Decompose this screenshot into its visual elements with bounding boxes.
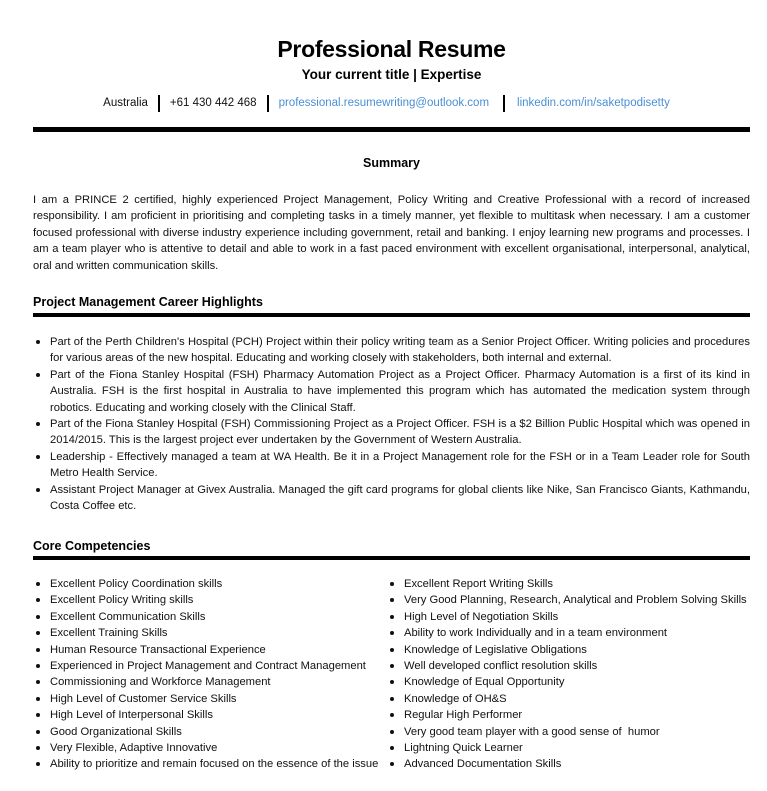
bullet-icon (390, 631, 394, 635)
bullet-icon (36, 598, 40, 602)
contact-bar (33, 94, 750, 112)
list-item (33, 674, 387, 690)
bullet-icon (36, 680, 40, 684)
competencies-divider (33, 556, 750, 560)
bullet-icon (390, 582, 394, 586)
competency-text: Very Flexible, Adaptive Innovative (50, 742, 218, 755)
competency-text: Knowledge of Legislative Obligations (404, 643, 587, 656)
competencies-right-column (387, 576, 750, 773)
competency-text: Regular High Performer (404, 709, 523, 722)
bullet-icon (36, 730, 40, 734)
bullet-icon (36, 697, 40, 701)
competency-text: Excellent Report Writing Skills (404, 578, 554, 590)
list-item (33, 625, 387, 641)
competency-text: Ability to prioritize and remain focused on the essence of the issue (50, 758, 379, 771)
list-item (33, 691, 387, 707)
bullet-icon (390, 746, 394, 750)
list-item (33, 416, 750, 449)
bullet-icon (36, 664, 40, 668)
list-item (387, 642, 750, 658)
bullet-icon (36, 582, 40, 586)
bullet-icon (36, 340, 40, 344)
list-item (387, 740, 750, 756)
bullet-icon (390, 730, 394, 734)
competencies-heading: Core Competencies (33, 539, 151, 553)
highlight-text: Part of the Fiona Stanley Hospital (FSH) Pharmacy Automation Project as a Project Officer. Pharmacy Automation is a first of its kind in Australia. FSH is the first hospital in Australia to have implemented this program which has automated the medication system through robotics. Educating and working closely with the Clinical Staff. (50, 368, 750, 414)
contact-email-link[interactable]: professional.resumewriting@outlook.com (278, 97, 490, 109)
competency-text: Human Resource Transactional Experience (50, 643, 266, 656)
bullet-icon (390, 680, 394, 684)
list-item (387, 592, 750, 608)
competency-text: Commissioning and Workforce Management (50, 676, 271, 689)
list-item (387, 756, 750, 772)
summary-heading: Summary (363, 156, 420, 170)
highlights-list (33, 334, 750, 514)
bullet-icon (36, 631, 40, 635)
competency-text: Knowledge of Equal Opportunity (404, 676, 565, 689)
competency-text: Lightning Quick Learner (404, 742, 523, 755)
competency-text: High Level of Customer Service Skills (50, 692, 237, 705)
list-item (33, 334, 750, 367)
summary-text: I am a PRINCE 2 certified, highly experienced Project Management, Policy Writing and Creative Professional with a record of increased responsibility. I am proficient in prioritising and completing tasks in a timely manner, yet flexible to multitask when necessary. I am a customer focused professional with diverse industry experience including government, retail and banking. I enjoy learning new programs and processes. I am a team player who is attentive to detail and able to work in a fast paced environment with excellent organisational, interpersonal, analytical, oral and written communication skills. (33, 194, 750, 272)
header-divider (33, 127, 750, 132)
bullet-icon (390, 615, 394, 619)
contact-linkedin-link[interactable]: linkedin.com/in/saketpodisetty (517, 97, 670, 109)
list-item (33, 367, 750, 416)
list-item (33, 482, 750, 515)
competency-text: Ability to work Individually and in a team environment (404, 627, 668, 640)
list-item (33, 724, 387, 740)
list-item (33, 707, 387, 723)
competencies-grid (33, 576, 750, 773)
bullet-icon (36, 422, 40, 426)
competency-text: Excellent Training Skills (50, 627, 168, 640)
list-item (387, 724, 750, 740)
highlight-text: Part of the Fiona Stanley Hospital (FSH) Commissioning Project as a Project Officer. FSH is a $2 Billion Public Hospital which was opened in 2014/2015. This is the largest project ever undertaken by the Government of Western Australia. (50, 418, 750, 447)
list-item (387, 674, 750, 690)
highlight-text: Part of the Perth Children's Hospital (PCH) Project within their policy writing team as a Senior Project Officer. Writing policies and procedures for various areas of the new hospital. Educating and working closely with stakeholders, both internal and external. (50, 336, 750, 365)
competency-text: Excellent Policy Writing skills (50, 594, 194, 607)
competency-text: Excellent Policy Coordination skills (50, 578, 223, 590)
competency-text: High Level of Interpersonal Skills (50, 709, 213, 722)
highlights-heading: Project Management Career Highlights (33, 295, 263, 309)
highlights-divider (33, 313, 750, 317)
list-item (33, 658, 387, 674)
bullet-icon (36, 373, 40, 377)
list-item (387, 609, 750, 625)
list-item (33, 449, 750, 482)
competency-text: Well developed conflict resolution skills (404, 660, 598, 673)
bullet-icon (390, 664, 394, 668)
competency-text: Knowledge of OH&S (404, 692, 507, 705)
competency-text: Good Organizational Skills (50, 725, 182, 738)
resume-title: Professional Resume (277, 36, 506, 62)
bullet-icon (36, 455, 40, 459)
bullet-icon (390, 598, 394, 602)
highlight-text: Leadership - Effectively managed a team at WA Health. Be it in a Project Management role for the FSH or in a Team Leader role for South Metro Health Service. (50, 450, 750, 480)
highlight-text: Assistant Project Manager at Givex Australia. Managed the gift card programs for global clients like Nike, San Francisco Giants, Kathmandu, Costa Coffee etc. (50, 483, 750, 513)
resume-subtitle: Your current title | Expertise (301, 67, 482, 82)
competency-text: Very Good Planning, Research, Analytical and Problem Solving Skills (404, 594, 747, 607)
competency-text: Experienced in Project Management and Contract Management (50, 660, 366, 673)
list-item (33, 756, 387, 772)
list-item (33, 576, 387, 592)
list-item (33, 740, 387, 756)
bullet-icon (390, 648, 394, 652)
competency-text: Advanced Documentation Skills (404, 758, 562, 771)
list-item (387, 707, 750, 723)
list-item (387, 691, 750, 707)
contact-phone: +61 430 442 468 (169, 97, 257, 109)
competencies-left-column (33, 576, 387, 773)
bullet-icon (390, 713, 394, 717)
list-item (33, 609, 387, 625)
list-item (387, 625, 750, 641)
bullet-icon (390, 762, 394, 766)
bullet-icon (36, 615, 40, 619)
competency-text: Excellent Communication Skills (50, 610, 206, 623)
contact-location: Australia (103, 97, 148, 109)
bullet-icon (36, 713, 40, 717)
competency-text: High Level of Negotiation Skills (404, 610, 559, 623)
bullet-icon (390, 697, 394, 701)
bullet-icon (36, 488, 40, 492)
list-item (387, 576, 750, 592)
competency-text: Very good team player with a good sense of humor (404, 725, 660, 738)
list-item (33, 642, 387, 658)
bullet-icon (36, 762, 40, 766)
list-item (33, 592, 387, 608)
list-item (387, 658, 750, 674)
bullet-icon (36, 746, 40, 750)
bullet-icon (36, 648, 40, 652)
